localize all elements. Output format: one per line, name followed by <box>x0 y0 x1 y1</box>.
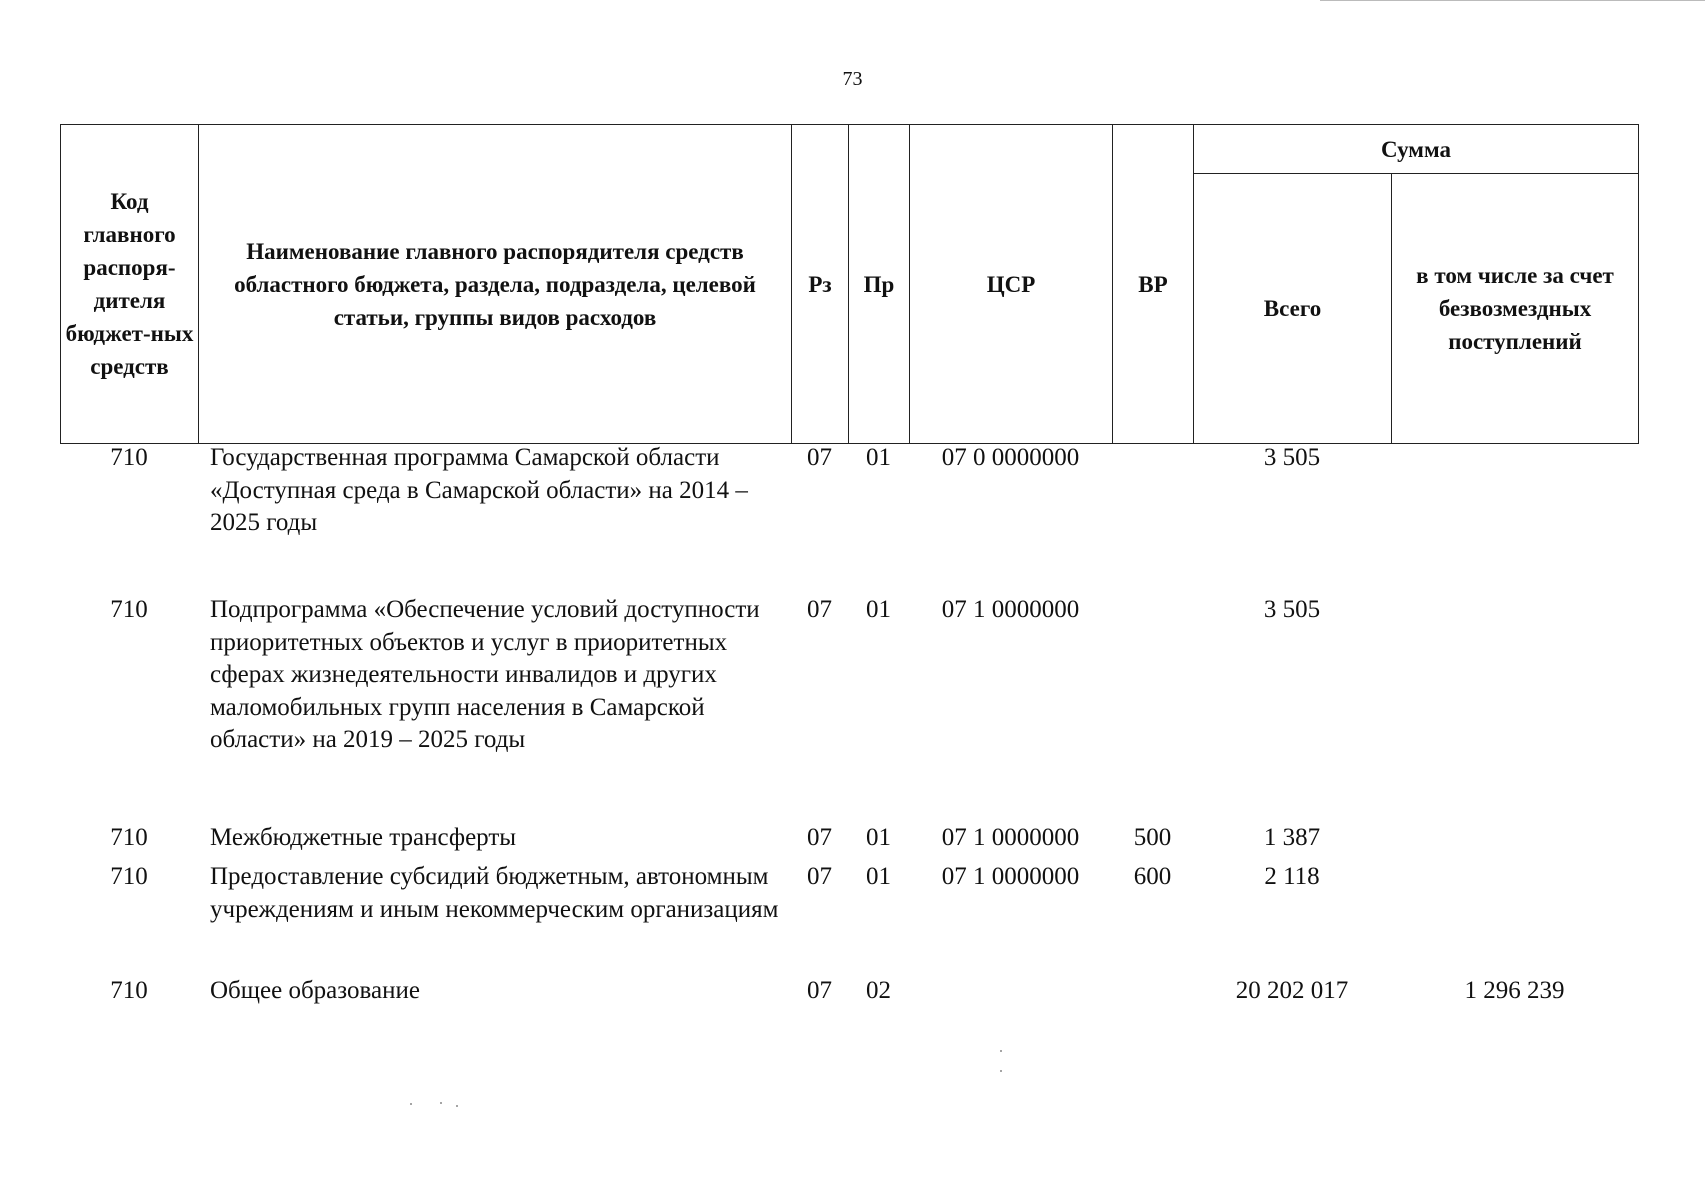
row-rz: 07 <box>807 977 832 1004</box>
row-rz: 07 <box>807 596 832 623</box>
row-csr: 07 1 0000000 <box>941 596 1080 623</box>
row-vr: 500 <box>1133 824 1172 851</box>
header-rz: Рз <box>792 125 849 444</box>
page-number: 73 <box>842 68 863 90</box>
row-code: 710 <box>110 444 148 471</box>
scan-speck <box>440 1102 442 1104</box>
row-pr: 01 <box>866 824 891 851</box>
row-name: Предоставление субсидий бюджетным, автономным учреждениям и иным некоммерческим организациям <box>210 863 779 923</box>
row-free: 1 296 239 <box>1464 977 1565 1004</box>
header-vr: ВР <box>1113 125 1194 444</box>
row-total: 2 118 <box>1264 863 1320 890</box>
row-code: 710 <box>110 824 148 851</box>
header-free: в том числе за счет безвозмездных поступлений <box>1392 174 1639 444</box>
header-total: Всего <box>1194 174 1392 444</box>
scan-speck <box>1000 1050 1002 1052</box>
header-name: Наименование главного распорядителя средств областного бюджета, раздела, подраздела, целевой статьи, группы видов расходов <box>199 125 792 444</box>
row-name: Государственная программа Самарской области «Доступная среда в Самарской области» на 2014 – 2025 годы <box>210 444 748 536</box>
row-csr: 07 0 0000000 <box>941 444 1080 471</box>
row-total: 20 202 017 <box>1235 977 1349 1004</box>
row-total: 3 505 <box>1263 444 1321 471</box>
scan-speck <box>410 1103 412 1105</box>
header-code: Код главного распоря-дителя бюджет-ных средств <box>61 125 199 444</box>
table-header <box>60 124 1639 444</box>
row-vr: 600 <box>1133 863 1172 890</box>
row-code: 710 <box>110 977 148 1004</box>
row-pr: 01 <box>866 444 891 471</box>
scan-edge-line <box>1320 0 1705 1</box>
row-pr: 01 <box>866 596 891 623</box>
header-pr: Пр <box>849 125 910 444</box>
row-name: Подпрограмма «Обеспечение условий доступности приоритетных объектов и услуг в приоритетных сферах жизнедеятельности инвалидов и других маломобильных групп населения в Самарской области» на 2019 – 2025 годы <box>210 596 760 753</box>
row-rz: 07 <box>807 863 832 890</box>
row-name: Межбюджетные трансферты <box>210 824 517 851</box>
scan-speck <box>456 1105 458 1107</box>
row-total: 3 505 <box>1263 596 1321 623</box>
header-summa: Сумма <box>1194 125 1639 174</box>
row-name: Общее образование <box>210 977 420 1004</box>
row-total: 1 387 <box>1263 824 1321 851</box>
row-csr: 07 1 0000000 <box>941 824 1080 851</box>
scan-speck <box>1000 1070 1002 1072</box>
row-rz: 07 <box>807 444 832 471</box>
row-csr: 07 1 0000000 <box>941 863 1080 890</box>
row-rz: 07 <box>807 824 832 851</box>
row-pr: 01 <box>866 863 891 890</box>
header-csr: ЦСР <box>910 125 1113 444</box>
row-code: 710 <box>110 596 148 623</box>
row-pr: 02 <box>866 977 891 1004</box>
row-code: 710 <box>110 863 148 890</box>
